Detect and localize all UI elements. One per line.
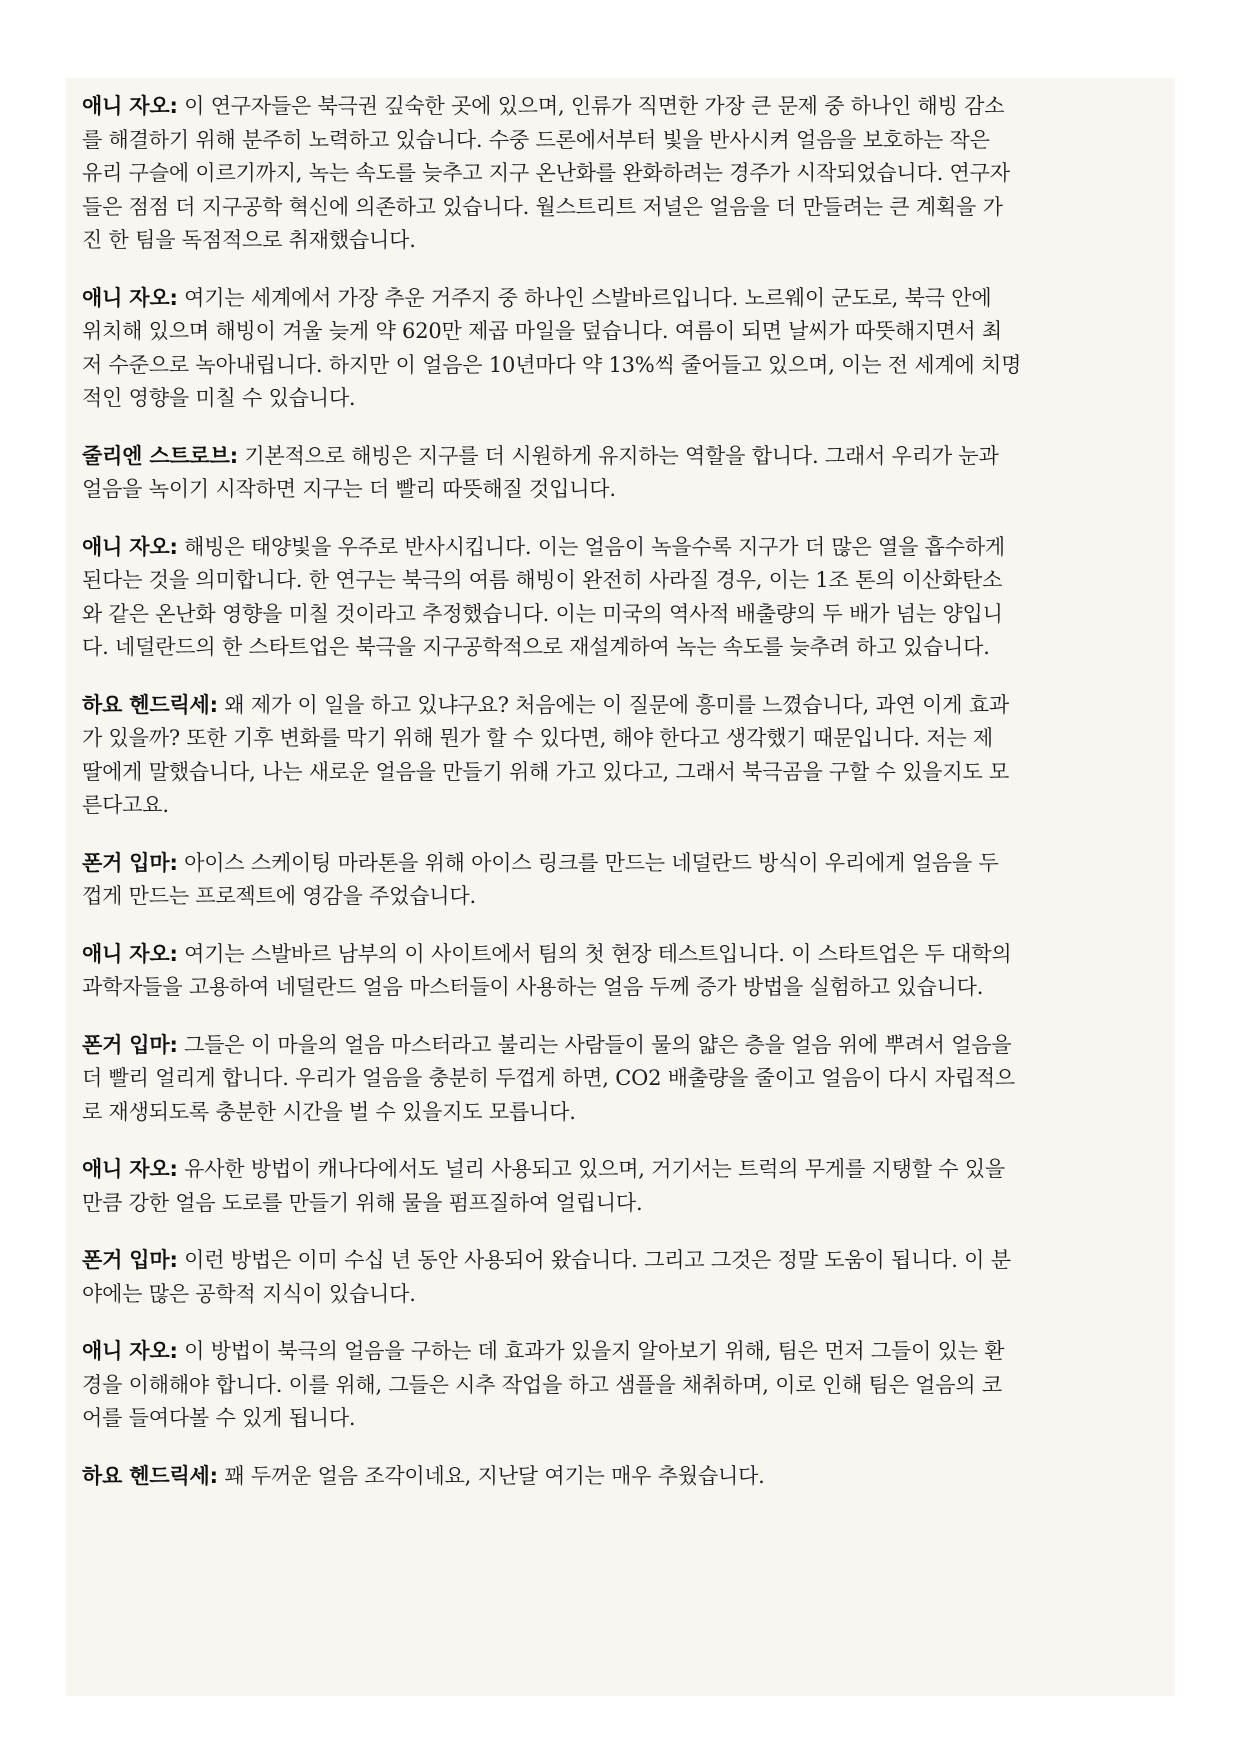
paragraph-line: 와 같은 온난화 영향을 미칠 것이라고 추정했습니다. 이는 미국의 역사적 배출량의 두 배가 넘는 양입니 (82, 601, 1003, 626)
transcript-paragraph (82, 1153, 1159, 1220)
transcript-paragraph (82, 847, 1159, 914)
paragraph-line: 아이스 스케이팅 마라톤을 위해 아이스 링크를 만드는 네덜란드 방식이 우리에게 얼음을 두 (177, 850, 999, 875)
paragraph-line: 유사한 방법이 캐나다에서도 널리 사용되고 있으며, 거기서는 트럭의 무게를 지탱할 수 있을 (177, 1157, 1006, 1181)
paragraph-line: 적인 영향을 미칠 수 있습니다. (82, 386, 356, 410)
paragraph-line: 저 수준으로 녹아내립니다. 하지만 이 얼음은 10년마다 약 13%씩 줄어들고 있으며, 이는 전 세계에 치명 (82, 352, 1022, 377)
paragraph-line: 껍게 만드는 프로젝트에 영감을 주었습니다. (82, 884, 476, 908)
paragraph-line: 왜 제가 이 일을 하고 있냐구요? 처음에는 이 질문에 흥미를 느꼈습니다, 과연 이게 효과 (217, 692, 1009, 717)
paragraph-line: 위치해 있으며 해빙이 겨울 늦게 약 620만 제곱 마일을 덮습니다. 여름이 되면 날씨가 따뜻해지면서 최 (82, 319, 1002, 343)
paragraph-line: 른다고요. (82, 793, 169, 817)
speaker-name: 하요 헨드릭세: (82, 692, 218, 717)
speaker-name: 폰거 입마: (82, 1032, 178, 1057)
paragraph-line: 진 한 팀을 독점적으로 취재했습니다. (82, 228, 416, 252)
transcript-paragraph (82, 1460, 1159, 1494)
transcript-paragraph (82, 282, 1159, 416)
paragraph-line: 딸에게 말했습니다, 나는 새로운 얼음을 만들기 위해 가고 있다고, 그래서 북극곰을 구할 수 있을지도 모 (82, 759, 1010, 784)
transcript-paragraph (82, 531, 1159, 665)
paragraph-line: 얼음을 녹이기 시작하면 지구는 더 빨리 따뜻해질 것입니다. (82, 477, 616, 501)
transcript-paragraph (82, 90, 1159, 258)
speaker-name: 하요 헨드릭세: (82, 1463, 218, 1488)
paragraph-line: 꽤 두꺼운 얼음 조각이네요, 지난달 여기는 매우 추웠습니다. (217, 1463, 765, 1488)
speaker-name: 줄리엔 스트로브: (82, 443, 238, 468)
paragraph-line: 이 연구자들은 북극권 깊숙한 곳에 있으며, 인류가 직면한 가장 큰 문제 중 하나인 해빙 감소 (177, 94, 1005, 118)
paragraph-line: 어를 들여다볼 수 있게 됩니다. (82, 1406, 356, 1430)
paragraph-line: 야에는 많은 공학적 지식이 있습니다. (82, 1281, 416, 1306)
paragraph-line: 이런 방법은 이미 수십 년 동안 사용되어 왔습니다. 그리고 그것은 정말 도움이 됩니다. 이 분 (177, 1248, 1011, 1272)
paragraph-line: 여기는 세계에서 가장 추운 거주지 중 하나인 스발바르입니다. 노르웨이 군도로, 북극 안에 (177, 285, 992, 310)
transcript-paragraph (82, 1029, 1159, 1130)
paragraph-line: 들은 점점 더 지구공학 혁신에 의존하고 있습니다. 월스트리트 저널은 얼음을 더 만들려는 큰 계획을 가 (82, 194, 1003, 219)
paragraph-line: 경을 이해해야 합니다. 이를 위해, 그들은 시추 작업을 하고 샘플을 채취하며, 이로 인해 팀은 얼음의 코 (82, 1372, 1002, 1397)
transcript-paragraph (82, 1244, 1159, 1311)
paragraph-line: 만큼 강한 얼음 도로를 만들기 위해 물을 펌프질하여 얼립니다. (82, 1190, 643, 1215)
speaker-name: 애니 자오: (82, 1157, 178, 1181)
transcript-paragraph (82, 440, 1159, 507)
paragraph-line: 해빙은 태양빛을 우주로 반사시킵니다. 이는 얼음이 녹을수록 지구가 더 많은 열을 흡수하게 (177, 534, 1006, 559)
paragraph-line: 이 방법이 북극의 얼음을 구하는 데 효과가 있을지 알아보기 위해, 팀은 먼저 그들이 있는 환 (177, 1339, 1005, 1363)
speaker-name: 애니 자오: (82, 534, 178, 559)
paragraph-line: 유리 구슬에 이르기까지, 녹는 속도를 늦추고 지구 온난화를 완화하려는 경주가 시작되었습니다. 연구자 (82, 161, 1010, 185)
speaker-name: 애니 자오: (82, 1339, 178, 1363)
paragraph-line: 과학자들을 고용하여 네덜란드 얼음 마스터들이 사용하는 얼음 두께 증가 방법을 실험하고 있습니다. (82, 975, 984, 999)
paragraph-line: 된다는 것을 의미합니다. 한 연구는 북극의 여름 해빙이 완전히 사라질 경우, 이는 1조 톤의 이산화탄소 (82, 568, 1003, 592)
speaker-name: 애니 자오: (82, 94, 178, 118)
paragraph-line: 를 해결하기 위해 분주히 노력하고 있습니다. 수중 드론에서부터 빛을 반사시켜 얼음을 보호하는 작은 (82, 127, 990, 152)
speaker-name: 애니 자오: (82, 285, 178, 310)
document-page (66, 78, 1175, 1696)
paragraph-line: 기본적으로 해빙은 지구를 더 시원하게 유지하는 역할을 합니다. 그래서 우리가 눈과 (237, 443, 999, 468)
speaker-name: 애니 자오: (82, 941, 178, 966)
paragraph-line: 더 빨리 얼리게 합니다. 우리가 얼음을 충분히 두껍게 하면, CO2 배출량을 줄이고 얼음이 다시 자립적으 (82, 1066, 1016, 1090)
paragraph-line: 가 있을까? 또한 기후 변화를 막기 위해 뭔가 할 수 있다면, 해야 한다고 생각했기 때문입니다. 저는 제 (82, 726, 993, 750)
speaker-name: 폰거 입마: (82, 850, 178, 875)
speaker-name: 폰거 입마: (82, 1248, 178, 1272)
paragraph-line: 로 재생되도록 충분한 시간을 벌 수 있을지도 모릅니다. (82, 1099, 576, 1124)
paragraph-line: 그들은 이 마을의 얼음 마스터라고 불리는 사람들이 물의 얇은 층을 얼음 위에 뿌려서 얼음을 (177, 1032, 1012, 1057)
transcript-paragraph (82, 938, 1159, 1005)
transcript-paragraph (82, 1335, 1159, 1436)
transcript-paragraph (82, 689, 1159, 823)
paragraph-line: 여기는 스발바르 남부의 이 사이트에서 팀의 첫 현장 테스트입니다. 이 스타트업은 두 대학의 (177, 941, 1012, 966)
paragraph-line: 다. 네덜란드의 한 스타트업은 북극을 지구공학적으로 재설계하여 녹는 속도를 늦추려 하고 있습니다. (82, 635, 990, 659)
